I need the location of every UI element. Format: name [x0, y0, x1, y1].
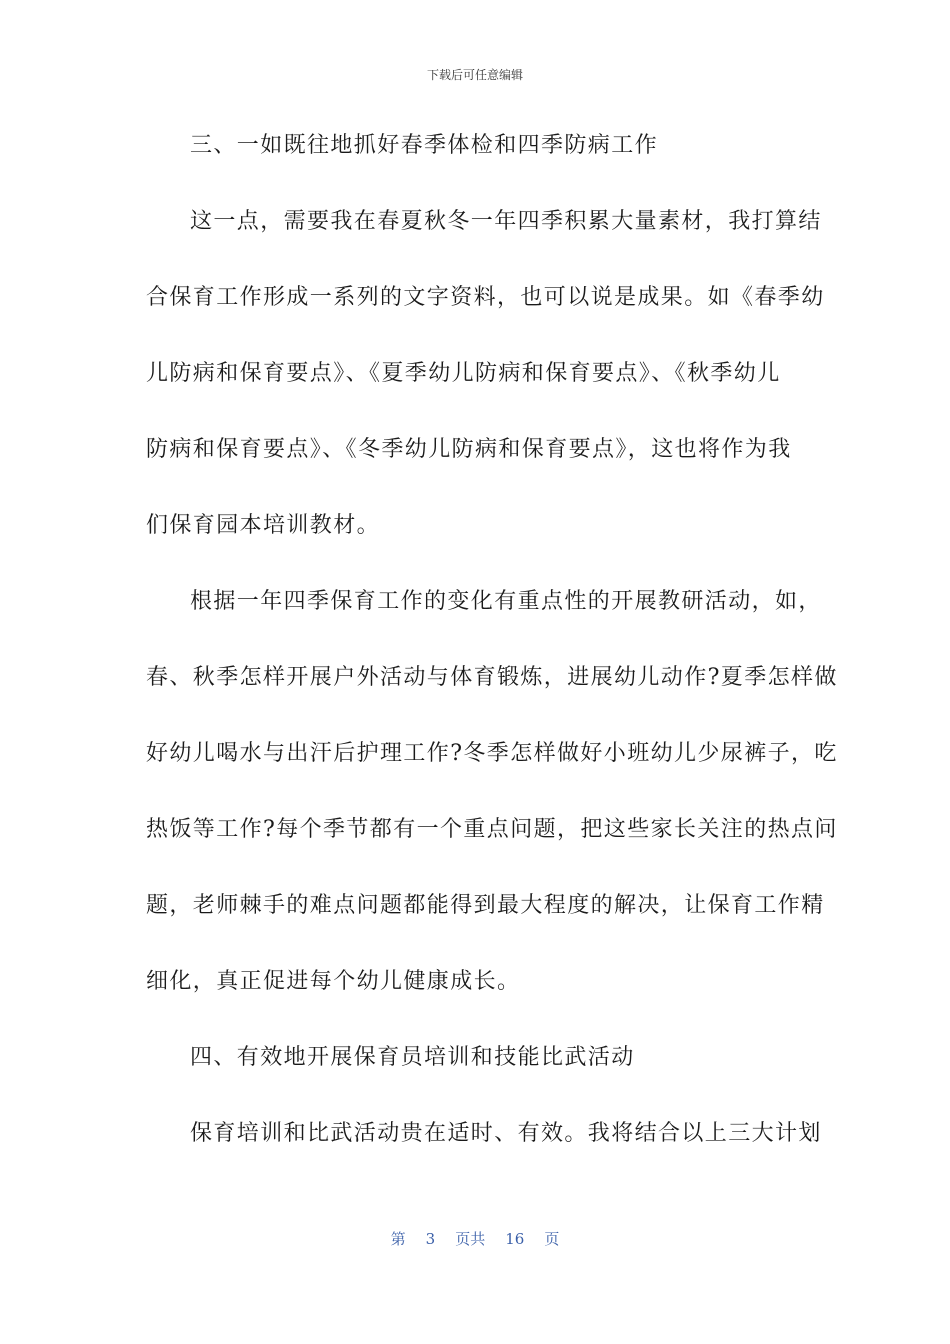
paragraph-line: 防病和保育要点》、《冬季幼儿防病和保育要点》，这也将作为我 — [146, 437, 792, 462]
paragraph-line: 细化，真正促进每个幼儿健康成长。 — [146, 969, 521, 994]
paragraph-line: 这一点，需要我在春夏秋冬一年四季积累大量素材，我打算结 — [190, 209, 822, 234]
paragraph-line: 合保育工作形成一系列的文字资料，也可以说是成果。如《春季幼 — [146, 285, 825, 310]
paragraph-line: 好幼儿喝水与出汗后护理工作?冬季怎样做好小班幼儿少尿裤子，吃 — [146, 741, 838, 766]
paragraph-line: 们保育园本培训教材。 — [146, 513, 381, 538]
footer-suffix: 页 — [544, 1230, 560, 1248]
footer-prefix: 第 — [390, 1230, 406, 1248]
paragraph-line: 儿防病和保育要点》、《夏季幼儿防病和保育要点》、《秋季幼儿 — [146, 361, 781, 386]
page-header: 下载后可任意编辑 — [426, 68, 523, 82]
section-heading-3: 三、一如既往地抓好春季体检和四季防病工作 — [190, 133, 659, 158]
section-heading-4: 四、有效地开展保育员培训和技能比武活动 — [190, 1045, 635, 1070]
footer-middle: 页共 — [455, 1230, 486, 1248]
paragraph-line: 春、秋季怎样开展户外活动与体育锻炼，进展幼儿动作?夏季怎样做 — [146, 665, 838, 690]
paragraph-line: 题，老师棘手的难点问题都能得到最大程度的解决，让保育工作精 — [146, 893, 825, 918]
document-body — [146, 120, 838, 1184]
footer-total-pages: 16 — [505, 1230, 525, 1248]
footer-page-number: 3 — [425, 1230, 436, 1248]
page-footer — [0, 1228, 950, 1249]
paragraph-line: 保育培训和比武活动贵在适时、有效。我将结合以上三大计划 — [190, 1121, 822, 1146]
paragraph-line: 根据一年四季保育工作的变化有重点性的开展教研活动，如， — [190, 589, 822, 614]
paragraph-line: 热饭等工作?每个季节都有一个重点问题，把这些家长关注的热点问 — [146, 817, 838, 842]
